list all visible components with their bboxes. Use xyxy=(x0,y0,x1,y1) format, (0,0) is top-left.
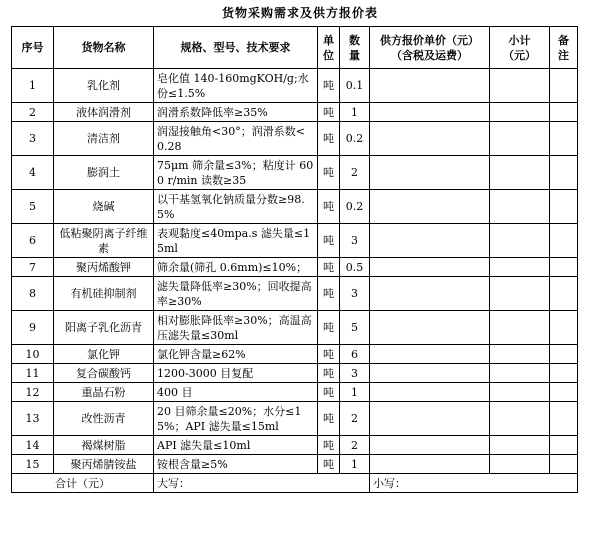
row-remark-cell[interactable] xyxy=(550,69,578,103)
row-seq: 14 xyxy=(12,436,54,455)
row-unit: 吨 xyxy=(318,383,340,402)
row-spec: 相对膨胀降低率≥30%；高温高压滤失量≤30ml xyxy=(154,311,318,345)
row-remark-cell[interactable] xyxy=(550,364,578,383)
header-unit-line1: 单 xyxy=(323,33,334,47)
row-spec: 铵根含量≥5% xyxy=(154,455,318,474)
header-subtotal-line2: （元） xyxy=(503,48,536,62)
header-unit xyxy=(318,27,340,69)
row-subtotal-cell[interactable] xyxy=(490,103,550,122)
row-price-cell[interactable] xyxy=(370,103,490,122)
row-qty: 5 xyxy=(340,311,370,345)
row-seq: 15 xyxy=(12,455,54,474)
row-spec: 20 目筛余量≤20%；水分≤15%；API 滤失量≤15ml xyxy=(154,402,318,436)
row-unit: 吨 xyxy=(318,364,340,383)
row-subtotal-cell[interactable] xyxy=(490,277,550,311)
row-seq: 2 xyxy=(12,103,54,122)
header-name: 货物名称 xyxy=(54,27,154,69)
row-qty: 0.2 xyxy=(340,190,370,224)
row-subtotal-cell[interactable] xyxy=(490,190,550,224)
row-subtotal-cell[interactable] xyxy=(490,122,550,156)
row-spec: 以干基氢氧化钠质量分数≥98.5% xyxy=(154,190,318,224)
table-row xyxy=(12,311,578,345)
header-qty xyxy=(340,27,370,69)
row-remark-cell[interactable] xyxy=(550,122,578,156)
header-qty-line1: 数 xyxy=(349,33,360,47)
row-unit: 吨 xyxy=(318,122,340,156)
header-price-line2: （含税及运费） xyxy=(391,48,468,62)
total-uppercase-field[interactable]: 大写： xyxy=(154,474,370,493)
table-row xyxy=(12,190,578,224)
row-qty: 1 xyxy=(340,455,370,474)
row-subtotal-cell[interactable] xyxy=(490,364,550,383)
table-row xyxy=(12,345,578,364)
row-qty: 3 xyxy=(340,224,370,258)
row-remark-cell[interactable] xyxy=(550,156,578,190)
header-row xyxy=(12,27,578,69)
row-price-cell[interactable] xyxy=(370,383,490,402)
row-qty: 2 xyxy=(340,402,370,436)
row-remark-cell[interactable] xyxy=(550,311,578,345)
row-name: 清洁剂 xyxy=(54,122,154,156)
row-name: 烧碱 xyxy=(54,190,154,224)
row-seq: 11 xyxy=(12,364,54,383)
row-seq: 12 xyxy=(12,383,54,402)
header-price xyxy=(370,27,490,69)
row-seq: 13 xyxy=(12,402,54,436)
row-unit: 吨 xyxy=(318,345,340,364)
row-subtotal-cell[interactable] xyxy=(490,345,550,364)
table-row xyxy=(12,258,578,277)
row-unit: 吨 xyxy=(318,436,340,455)
table-row xyxy=(12,224,578,258)
row-qty: 0.2 xyxy=(340,122,370,156)
row-seq: 1 xyxy=(12,69,54,103)
row-subtotal-cell[interactable] xyxy=(490,455,550,474)
row-name: 重晶石粉 xyxy=(54,383,154,402)
row-seq: 5 xyxy=(12,190,54,224)
row-name: 低粘聚阴离子纤维素 xyxy=(54,224,154,258)
row-price-cell[interactable] xyxy=(370,224,490,258)
total-row xyxy=(12,474,578,493)
row-price-cell[interactable] xyxy=(370,258,490,277)
row-price-cell[interactable] xyxy=(370,402,490,436)
row-price-cell[interactable] xyxy=(370,364,490,383)
row-price-cell[interactable] xyxy=(370,156,490,190)
row-qty: 3 xyxy=(340,364,370,383)
row-seq: 4 xyxy=(12,156,54,190)
header-subtotal xyxy=(490,27,550,69)
row-remark-cell[interactable] xyxy=(550,455,578,474)
row-qty: 6 xyxy=(340,345,370,364)
row-seq: 7 xyxy=(12,258,54,277)
row-qty: 3 xyxy=(340,277,370,311)
total-label: 合计（元） xyxy=(12,474,154,493)
row-spec: 表观黏度≤40mpa.s 滤失量≤15ml xyxy=(154,224,318,258)
row-name: 聚丙烯酸钾 xyxy=(54,258,154,277)
row-subtotal-cell[interactable] xyxy=(490,224,550,258)
table-row xyxy=(12,436,578,455)
row-seq: 8 xyxy=(12,277,54,311)
table-row xyxy=(12,277,578,311)
row-remark-cell[interactable] xyxy=(550,190,578,224)
row-remark-cell[interactable] xyxy=(550,277,578,311)
table-row xyxy=(12,383,578,402)
row-unit: 吨 xyxy=(318,224,340,258)
row-spec: API 滤失量≤10ml xyxy=(154,436,318,455)
row-remark-cell[interactable] xyxy=(550,103,578,122)
row-unit: 吨 xyxy=(318,190,340,224)
total-lowercase-field[interactable]: 小写： xyxy=(370,474,578,493)
row-unit: 吨 xyxy=(318,402,340,436)
row-subtotal-cell[interactable] xyxy=(490,258,550,277)
row-remark-cell[interactable] xyxy=(550,224,578,258)
header-unit-line2: 位 xyxy=(323,48,334,62)
row-name: 聚丙烯腈铵盐 xyxy=(54,455,154,474)
row-name: 阳离子乳化沥青 xyxy=(54,311,154,345)
row-qty: 1 xyxy=(340,383,370,402)
page-title: 货物采购需求及供方报价表 xyxy=(221,6,378,20)
row-name: 复合碳酸钙 xyxy=(54,364,154,383)
row-name: 有机硅抑制剂 xyxy=(54,277,154,311)
row-name: 膨润土 xyxy=(54,156,154,190)
header-qty-line2: 量 xyxy=(349,48,360,62)
header-spec: 规格、型号、技术要求 xyxy=(154,27,318,69)
header-remark xyxy=(550,27,578,69)
row-spec: 400 目 xyxy=(154,383,318,402)
row-qty: 2 xyxy=(340,436,370,455)
row-unit: 吨 xyxy=(318,277,340,311)
row-subtotal-cell[interactable] xyxy=(490,383,550,402)
row-unit: 吨 xyxy=(318,156,340,190)
row-unit: 吨 xyxy=(318,103,340,122)
row-price-cell[interactable] xyxy=(370,455,490,474)
row-remark-cell[interactable] xyxy=(550,258,578,277)
row-name: 液体润滑剂 xyxy=(54,103,154,122)
row-remark-cell[interactable] xyxy=(550,436,578,455)
header-remark-line1: 备 xyxy=(558,33,569,47)
header-price-line1: 供方报价单价（元） xyxy=(380,33,479,47)
row-unit: 吨 xyxy=(318,258,340,277)
row-spec: 润滑系数降低率≥35% xyxy=(154,103,318,122)
header-remark-line2: 注 xyxy=(558,48,569,62)
row-remark-cell[interactable] xyxy=(550,345,578,364)
row-name: 褐煤树脂 xyxy=(54,436,154,455)
row-seq: 6 xyxy=(12,224,54,258)
row-qty: 0.5 xyxy=(340,258,370,277)
row-subtotal-cell[interactable] xyxy=(490,402,550,436)
row-seq: 3 xyxy=(12,122,54,156)
row-remark-cell[interactable] xyxy=(550,402,578,436)
row-seq: 10 xyxy=(12,345,54,364)
row-remark-cell[interactable] xyxy=(550,383,578,402)
row-price-cell[interactable] xyxy=(370,311,490,345)
table-row xyxy=(12,103,578,122)
row-spec: 滤失量降低率≥30%；回收提高率≥30% xyxy=(154,277,318,311)
row-price-cell[interactable] xyxy=(370,277,490,311)
header-subtotal-line1: 小计 xyxy=(508,33,531,47)
table-row xyxy=(12,122,578,156)
row-subtotal-cell[interactable] xyxy=(490,69,550,103)
row-price-cell[interactable] xyxy=(370,122,490,156)
header-seq: 序号 xyxy=(12,27,54,69)
table-row xyxy=(12,156,578,190)
row-qty: 2 xyxy=(340,156,370,190)
quotation-table xyxy=(11,26,578,493)
row-spec: 润湿接触角<30°；润滑系数<0.28 xyxy=(154,122,318,156)
row-price-cell[interactable] xyxy=(370,345,490,364)
row-unit: 吨 xyxy=(318,69,340,103)
row-price-cell[interactable] xyxy=(370,69,490,103)
row-qty: 0.1 xyxy=(340,69,370,103)
row-subtotal-cell[interactable] xyxy=(490,436,550,455)
row-unit: 吨 xyxy=(318,311,340,345)
row-name: 乳化剂 xyxy=(54,69,154,103)
row-name: 氯化钾 xyxy=(54,345,154,364)
row-name: 改性沥青 xyxy=(54,402,154,436)
row-spec: 75μm 筛余量≤3%；粘度计 600 r/min 读数≥35 xyxy=(154,156,318,190)
row-spec: 筛余量(筛孔 0.6mm)≤10%； xyxy=(154,258,318,277)
row-price-cell[interactable] xyxy=(370,436,490,455)
table-row xyxy=(12,69,578,103)
row-price-cell[interactable] xyxy=(370,190,490,224)
row-seq: 9 xyxy=(12,311,54,345)
row-unit: 吨 xyxy=(318,455,340,474)
row-spec: 皂化值 140-160mgKOH/g;水份≤1.5% xyxy=(154,69,318,103)
table-row xyxy=(12,455,578,474)
row-subtotal-cell[interactable] xyxy=(490,311,550,345)
row-subtotal-cell[interactable] xyxy=(490,156,550,190)
table-row xyxy=(12,364,578,383)
row-spec: 1200-3000 目复配 xyxy=(154,364,318,383)
table-row xyxy=(12,402,578,436)
row-qty: 1 xyxy=(340,103,370,122)
row-spec: 氯化钾含量≥62% xyxy=(154,345,318,364)
